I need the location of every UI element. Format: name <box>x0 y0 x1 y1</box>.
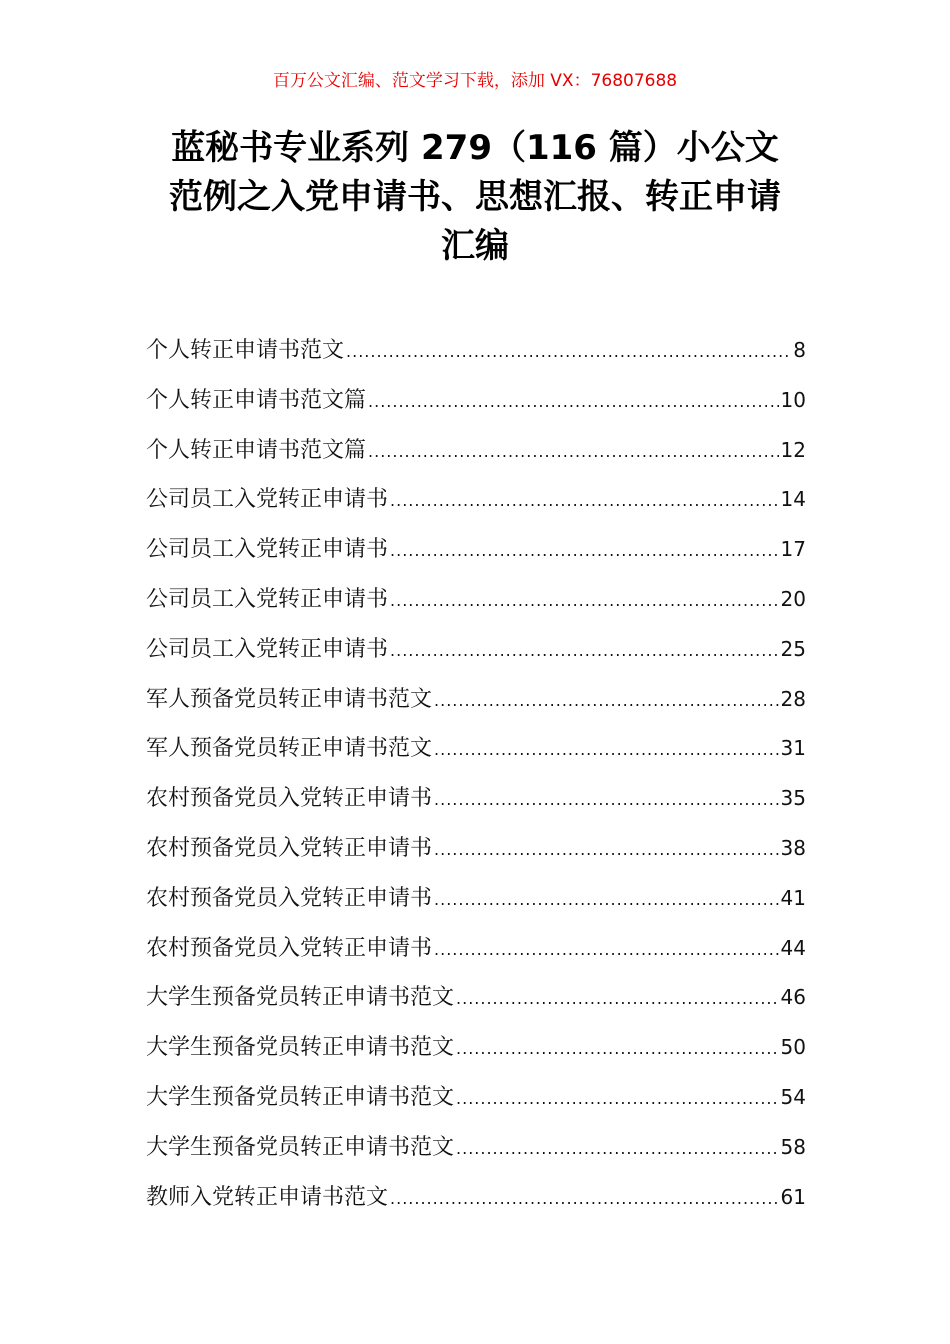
toc-dot-leader <box>434 875 779 925</box>
toc-entry[interactable] <box>146 675 806 725</box>
toc-entry-label: 农村预备党员入党转正申请书 <box>146 885 433 911</box>
toc-entry-page-number: 31 <box>780 736 806 761</box>
title-line-1: 蓝秘书专业系列 279（116 篇）小公文 <box>171 128 779 168</box>
toc-entry[interactable] <box>146 625 806 675</box>
toc-dot-leader <box>456 1124 779 1174</box>
title-line-3: 汇编 <box>441 226 509 266</box>
toc-entry[interactable] <box>146 426 806 476</box>
toc-entry-page-number: 44 <box>780 935 806 960</box>
toc-entry-label: 大学生预备党员转正申请书范文 <box>146 1035 455 1061</box>
toc-dot-leader <box>368 377 779 427</box>
title-line-2: 范例之入党申请书、思想汇报、转正申请 <box>169 177 781 217</box>
toc-entry-label: 公司员工入党转正申请书 <box>146 537 389 563</box>
toc-entry-label: 个人转正申请书范文 <box>146 338 345 363</box>
document-title <box>130 124 820 271</box>
toc-dot-leader <box>390 476 779 526</box>
toc-entry-label: 大学生预备党员转正申请书范文 <box>146 1084 455 1110</box>
toc-entry-page-number: 12 <box>780 437 806 462</box>
toc-dot-leader <box>390 1174 779 1224</box>
toc-entry-page-number: 25 <box>780 636 806 661</box>
toc-dot-leader <box>390 576 779 626</box>
toc-dot-leader <box>368 427 779 477</box>
toc-entry-label: 大学生预备党员转正申请书范文 <box>146 1134 455 1160</box>
toc-entry[interactable] <box>146 326 806 376</box>
toc-entry-page-number: 28 <box>780 686 806 711</box>
toc-entry-page-number: 61 <box>780 1184 806 1209</box>
toc-entry[interactable] <box>146 1023 806 1073</box>
header-note: 百万公文汇编、范文学习下载，添加 VX：76807688 <box>272 71 678 91</box>
toc-dot-leader <box>390 626 779 676</box>
toc-entry-page-number: 8 <box>793 338 806 362</box>
toc-entry[interactable] <box>146 824 806 874</box>
toc-entry-page-number: 46 <box>780 985 806 1010</box>
toc-dot-leader <box>434 825 779 875</box>
toc-entry[interactable] <box>146 575 806 625</box>
toc-entry-label: 农村预备党员入党转正申请书 <box>146 835 433 861</box>
table-of-contents <box>146 326 806 1222</box>
toc-dot-leader <box>456 1024 779 1074</box>
toc-entry-label: 公司员工入党转正申请书 <box>146 487 389 513</box>
toc-entry-label: 农村预备党员入党转正申请书 <box>146 935 433 961</box>
toc-entry-page-number: 54 <box>780 1084 806 1109</box>
toc-entry-page-number: 17 <box>780 537 806 562</box>
toc-entry-label: 大学生预备党员转正申请书范文 <box>146 985 455 1011</box>
toc-entry-page-number: 10 <box>780 387 806 412</box>
toc-entry-page-number: 50 <box>780 1035 806 1060</box>
toc-entry[interactable] <box>146 874 806 924</box>
toc-entry[interactable] <box>146 1123 806 1173</box>
toc-entry-label: 公司员工入党转正申请书 <box>146 586 389 612</box>
toc-entry[interactable] <box>146 376 806 426</box>
toc-entry[interactable] <box>146 774 806 824</box>
toc-entry-page-number: 20 <box>780 586 806 611</box>
toc-entry-label: 个人转正申请书范文篇 <box>146 387 367 413</box>
toc-entry-label: 农村预备党员入党转正申请书 <box>146 786 433 812</box>
toc-entry-label: 教师入党转正申请书范文 <box>146 1184 389 1210</box>
toc-dot-leader <box>346 327 791 377</box>
toc-entry-label: 个人转正申请书范文篇 <box>146 437 367 463</box>
toc-entry[interactable] <box>146 924 806 974</box>
toc-dot-leader <box>456 974 779 1024</box>
toc-dot-leader <box>434 725 779 775</box>
toc-entry[interactable] <box>146 724 806 774</box>
toc-entry[interactable] <box>146 1073 806 1123</box>
toc-entry-label: 军人预备党员转正申请书范文 <box>146 686 433 712</box>
toc-entry[interactable] <box>146 475 806 525</box>
toc-entry-label: 军人预备党员转正申请书范文 <box>146 736 433 762</box>
toc-entry-page-number: 38 <box>780 835 806 860</box>
toc-dot-leader <box>390 526 779 576</box>
toc-entry-page-number: 58 <box>780 1134 806 1159</box>
toc-dot-leader <box>434 775 779 825</box>
toc-entry-page-number: 14 <box>780 487 806 512</box>
toc-entry-page-number: 35 <box>780 786 806 811</box>
toc-dot-leader <box>456 1074 779 1124</box>
toc-entry-page-number: 41 <box>780 885 806 910</box>
toc-dot-leader <box>434 676 779 726</box>
toc-entry[interactable] <box>146 973 806 1023</box>
toc-entry[interactable] <box>146 1173 806 1223</box>
toc-dot-leader <box>434 925 779 975</box>
toc-entry-label: 公司员工入党转正申请书 <box>146 636 389 662</box>
toc-entry[interactable] <box>146 525 806 575</box>
